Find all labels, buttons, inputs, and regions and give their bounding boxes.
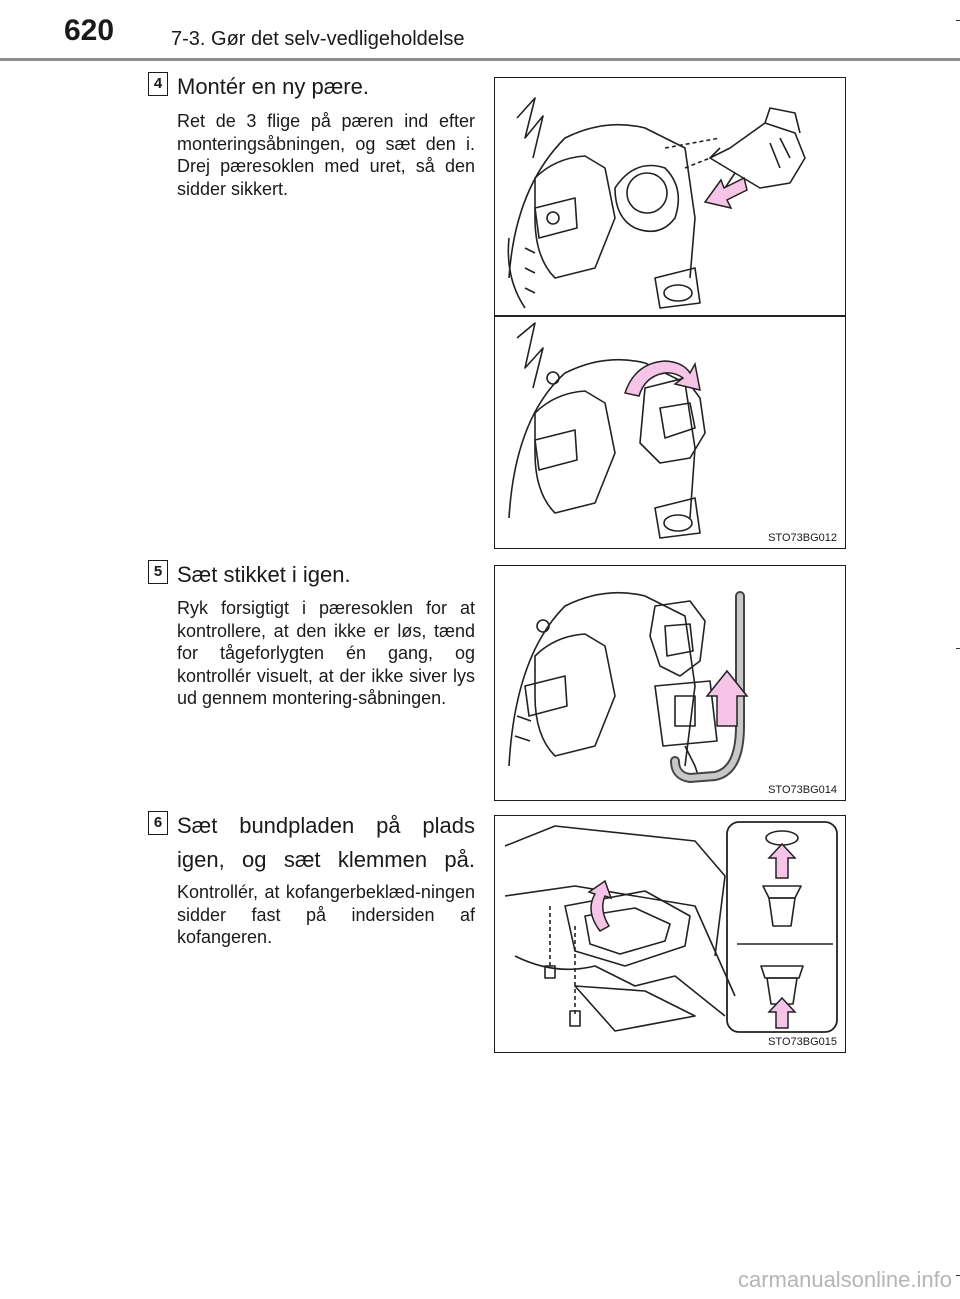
rotate-clockwise-arrow-icon <box>625 361 700 396</box>
step-number-badge: 5 <box>148 560 168 584</box>
edge-tick <box>956 1275 960 1276</box>
step-text: Kontrollér, at kofangerbeklæd-ningen sidder fast på indersiden af kofangeren. <box>177 882 475 947</box>
step-text: Ret de 3 flige på pæren ind efter monteringsåbningen, og sæt den i. Drej pæresoklen med uret, så den sidder sikkert. <box>177 111 475 199</box>
connector-illustration <box>495 566 845 800</box>
figure-code: STO73BG012 <box>768 532 837 544</box>
bulb-insert-arrow-icon <box>705 178 747 208</box>
step-number-badge: 6 <box>148 811 168 835</box>
running-head: 7-3. Gør det selv-vedligeholdelse <box>171 28 465 50</box>
edge-tick <box>956 20 960 21</box>
step-title: Sæt stikket i igen. <box>177 562 351 587</box>
underbody-clip-illustration <box>495 816 845 1052</box>
step-title: Montér en ny pære. <box>177 74 369 99</box>
watermark: carmanualsonline.info <box>737 1267 952 1292</box>
page-number: 620 <box>64 14 115 47</box>
edge-tick <box>956 648 960 649</box>
clip-push-arrow-icon <box>769 844 795 878</box>
bulb-install-illustration <box>495 78 845 548</box>
step-number-badge: 4 <box>148 72 168 96</box>
step-title: Sæt bundpladen på plads igen, og sæt klemmen på. <box>177 813 475 872</box>
figure-code: STO73BG014 <box>768 784 837 796</box>
figure-bulb-install <box>494 77 846 549</box>
figure-code: STO73BG015 <box>768 1036 837 1048</box>
figure-connector <box>494 565 846 801</box>
step-text: Ryk forsigtigt i pæresoklen for at kontrollere, at den ikke er løs, tænd for tågeforlygten én gang, og kontrollér visuelt, at der ikke siver lys ud gennem montering-såbningen. <box>177 598 475 708</box>
figure-underbody-clip <box>494 815 846 1053</box>
clip-push-arrow-icon <box>769 998 795 1028</box>
header-rule <box>0 58 960 61</box>
